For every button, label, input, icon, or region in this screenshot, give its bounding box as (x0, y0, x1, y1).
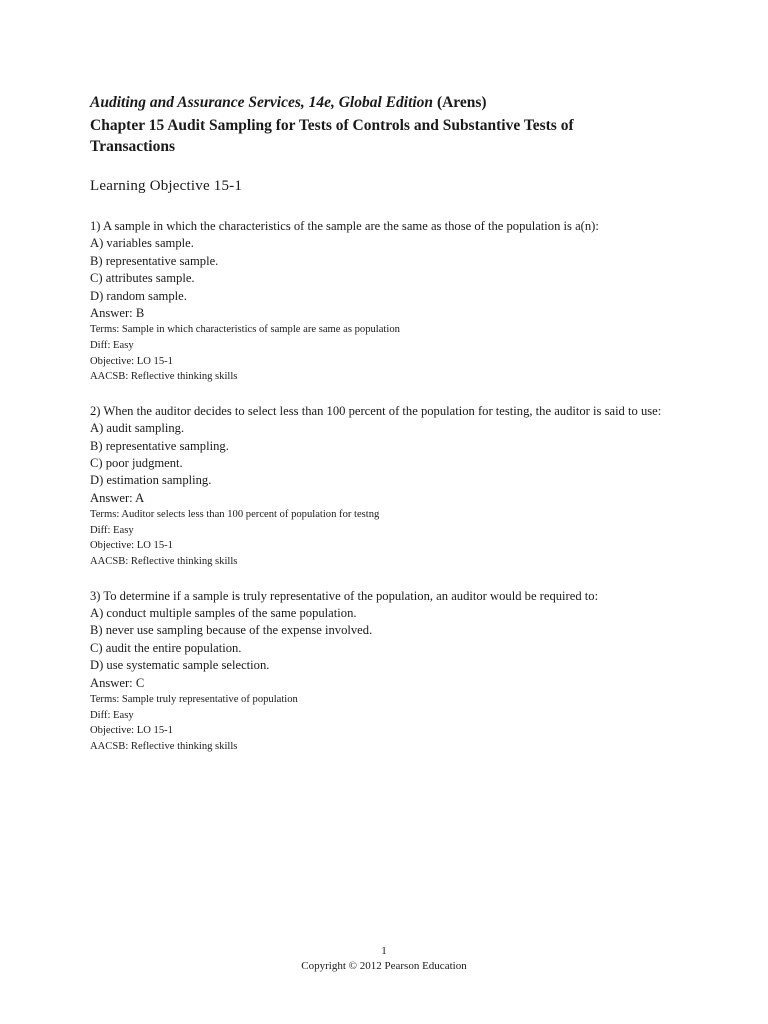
option-c: C) poor judgment. (90, 456, 183, 471)
question-list (90, 218, 690, 772)
option-a: A) conduct multiple samples of the same population. (90, 606, 357, 621)
question-stem: 3) To determine if a sample is truly representative of the population, an auditor would be required to: (90, 588, 599, 603)
option-b: B) representative sampling. (90, 438, 229, 453)
question-1 (90, 218, 690, 385)
difficulty: Diff: Easy (90, 340, 134, 352)
terms: Terms: Sample truly representative of population (90, 694, 298, 706)
book-title-italic: Auditing and Assurance Services, 14e, Global Edition (90, 94, 434, 111)
aacsb: AACSB: Reflective thinking skills (90, 556, 238, 568)
book-title (90, 92, 690, 114)
answer: Answer: B (90, 306, 145, 321)
option-b: B) never use sampling because of the expense involved. (90, 623, 373, 638)
page-number: 1 (381, 945, 387, 957)
option-a: A) variables sample. (90, 236, 194, 251)
answer: Answer: A (90, 490, 145, 505)
option-d: D) estimation sampling. (90, 473, 212, 488)
page-footer (0, 944, 768, 974)
question-stem: 1) A sample in which the characteristics of the sample are the same as those of the population is a(n): (90, 219, 599, 233)
option-a: A) audit sampling. (90, 421, 185, 436)
answer: Answer: C (90, 675, 145, 690)
document-header (90, 92, 690, 157)
objective: Objective: LO 15-1 (90, 355, 173, 367)
copyright-notice: Copyright © 2012 Pearson Education (301, 960, 467, 972)
terms: Terms: Sample in which characteristics of sample are same as population (90, 324, 400, 336)
option-c: C) audit the entire population. (90, 640, 242, 655)
question-2 (90, 403, 690, 570)
option-d: D) random sample. (90, 288, 187, 303)
difficulty: Diff: Easy (90, 524, 134, 536)
difficulty: Diff: Easy (90, 709, 134, 721)
learning-objective-heading: Learning Objective 15-1 (90, 178, 243, 194)
objective: Objective: LO 15-1 (90, 540, 173, 552)
book-author: (Arens) (433, 94, 487, 111)
aacsb: AACSB: Reflective thinking skills (90, 740, 238, 752)
question-3 (90, 588, 690, 755)
question-stem: 2) When the auditor decides to select less than 100 percent of the population for testing, the auditor is said to use: (90, 403, 662, 418)
terms: Terms: Auditor selects less than 100 percent of population for testng (90, 509, 380, 521)
option-b: B) representative sample. (90, 253, 219, 268)
objective: Objective: LO 15-1 (90, 725, 173, 737)
option-d: D) use systematic sample selection. (90, 658, 270, 673)
option-c: C) attributes sample. (90, 271, 195, 286)
chapter-title: Chapter 15 Audit Sampling for Tests of Controls and Substantive Tests of Transactions (90, 117, 574, 155)
aacsb: AACSB: Reflective thinking skills (90, 371, 238, 383)
